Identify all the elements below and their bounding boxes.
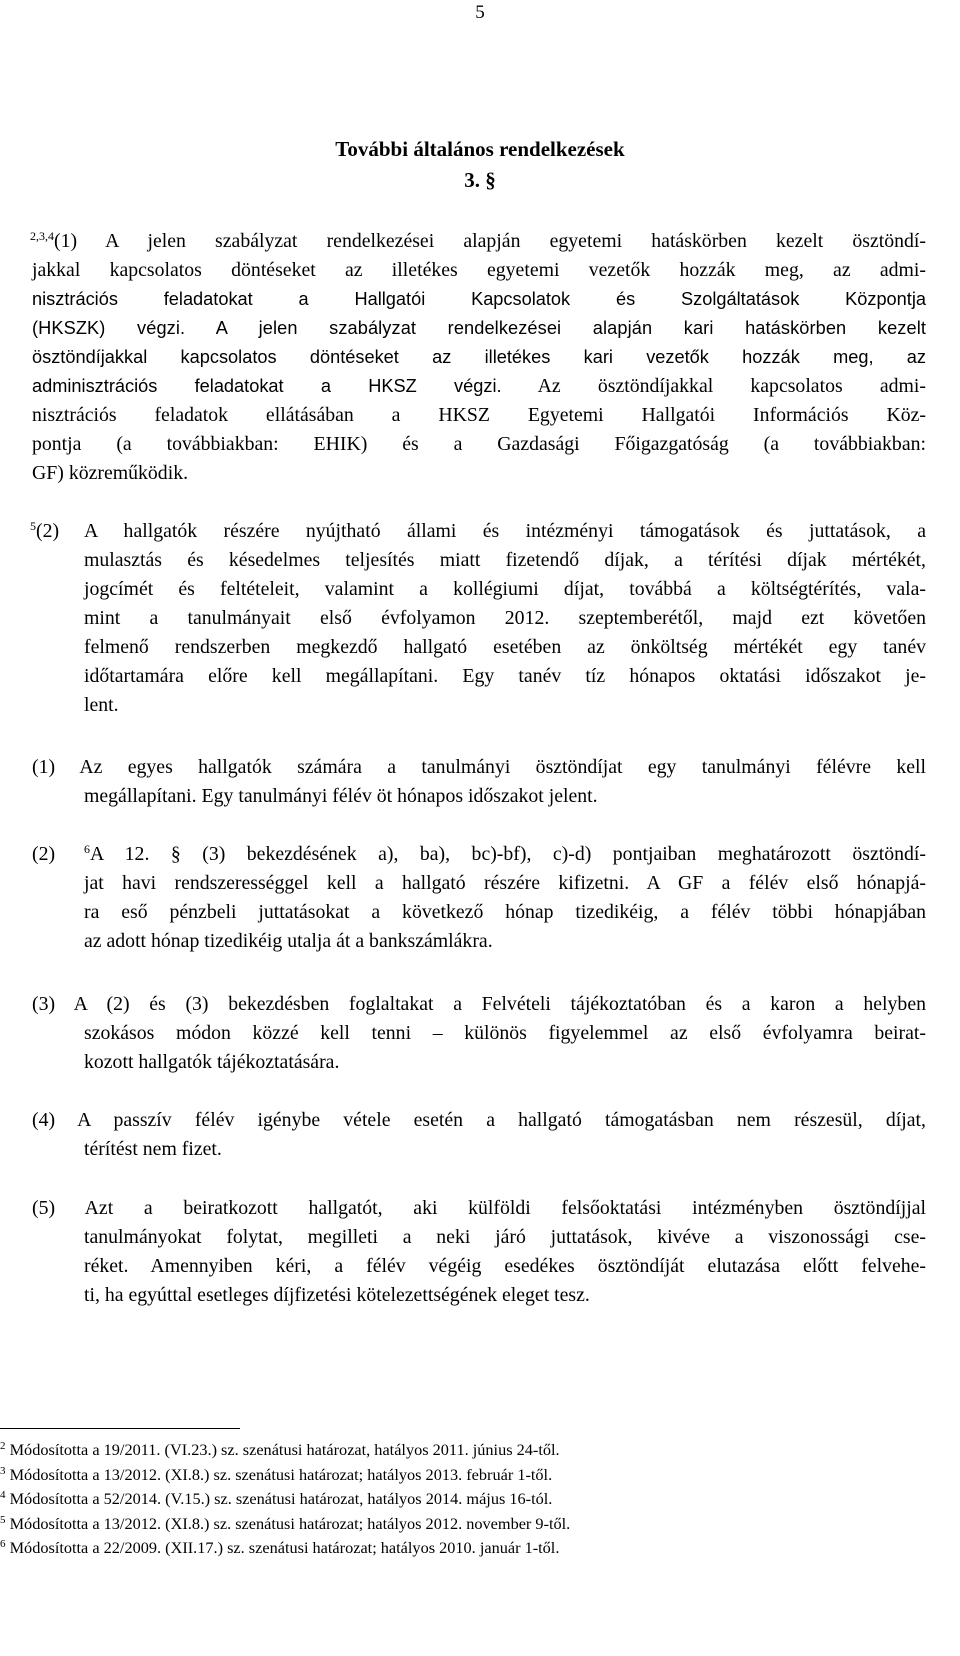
section-number: 3. § bbox=[464, 168, 496, 192]
footnote bbox=[0, 1536, 940, 1561]
footnote-ref-6: 6 bbox=[84, 842, 90, 856]
paragraph-2-line: mint a tanulmányait első évfolyamon 2012. szeptemberétől, majd ezt követően bbox=[84, 607, 926, 629]
footnotes bbox=[0, 1438, 940, 1561]
paragraph-5-line: kozott hallgatók tájékoztatására. bbox=[84, 1051, 340, 1073]
paragraph-2-line: felmenő rendszerben megkezdő hallgató esetében az önköltség mértékét egy tanév bbox=[84, 636, 926, 658]
paragraph-4-line: ra eső pénzbeli juttatásokat a következő hónap tizedikéig, a félév többi hónapjában bbox=[84, 901, 926, 923]
footnote-number: 2 bbox=[0, 1440, 6, 1452]
paragraph-6-line: (4) A passzív félév igénybe vétele esetén a hallgató támogatásban nem részesül, díjat, bbox=[32, 1109, 926, 1131]
footnote bbox=[0, 1463, 940, 1488]
footnote-ref-5: 5 bbox=[30, 519, 36, 533]
paragraph-1-line: pontja (a továbbiakban: EHIK) és a Gazdasági Főigazgatóság (a továbbiakban: bbox=[32, 433, 926, 455]
paragraph-1-line: nisztrációs feladatokat a Hallgatói Kapcsolatok és Szolgáltatások Központja bbox=[32, 289, 926, 309]
footnote-number: 6 bbox=[0, 1538, 6, 1550]
paragraph-5 bbox=[32, 990, 926, 1077]
paragraph-7-line: réket. Amennyiben kéri, a félév végéig esedékes ösztöndíját elutazása előtt felvehe- bbox=[84, 1255, 926, 1277]
paragraph-2-line: A hallgatók részére nyújtható állami és intézményi támogatások és juttatások, a bbox=[84, 520, 926, 542]
footnote bbox=[0, 1512, 940, 1537]
footnote-text: Módosította a 19/2011. (VI.23.) sz. szenátusi határozat, hatályos 2011. június 24-től. bbox=[9, 1440, 560, 1459]
paragraph-4 bbox=[84, 840, 926, 956]
page-number: 5 bbox=[475, 2, 485, 23]
paragraph-2 bbox=[84, 517, 926, 720]
paragraph-2-line: időtartamára előre kell megállapítani. Egy tanév tíz hónapos oktatási időszakot je- bbox=[84, 665, 926, 687]
paragraph-2-line: lent. bbox=[84, 694, 119, 716]
paragraph-2-number bbox=[30, 517, 59, 546]
footnote-divider bbox=[0, 1428, 240, 1429]
footnote bbox=[0, 1487, 940, 1512]
paragraph-2-line: mulasztás és késedelmes teljesítés miatt fizetendő díjak, a térítési díjak mértékét, bbox=[84, 549, 926, 571]
paragraph-5-line: (3) A (2) és (3) bekezdésben foglaltakat a Felvételi tájékoztatóban és a karon a helyben bbox=[32, 993, 926, 1015]
paragraph-3-line: (1) Az egyes hallgatók számára a tanulmányi ösztöndíjat egy tanulmányi félévre kell bbox=[32, 756, 926, 778]
section-heading: További általános rendelkezések bbox=[335, 137, 625, 161]
paragraph-2-label: (2) bbox=[36, 520, 60, 542]
paragraph-1-line: GF) közreműködik. bbox=[32, 462, 189, 484]
paragraph-4-line: az adott hónap tizedikéig utalja át a bankszámlákra. bbox=[84, 930, 493, 952]
footnote-number: 5 bbox=[0, 1513, 6, 1526]
footnote-text: Módosította a 13/2012. (XI.8.) sz. szenátusi határozat; hatályos 2013. február 1-től. bbox=[9, 1464, 553, 1484]
paragraph-1-line: Az ösztöndíjakkal kapcsolatos admi- bbox=[501, 375, 926, 397]
paragraph-1 bbox=[32, 227, 926, 488]
footnote-number: 4 bbox=[0, 1489, 6, 1501]
paragraph-7-line: ti, ha egyúttal esetleges díjfizetési kötelezettségének eleget tesz. bbox=[84, 1284, 590, 1306]
paragraph-6 bbox=[32, 1106, 926, 1164]
paragraph-1-line: ösztöndíjakkal kapcsolatos döntéseket az illetékes kari vezetők hozzák meg, az bbox=[32, 347, 926, 367]
paragraph-2-line: jogcímét és feltételeit, valamint a kollégiumi díjat, továbbá a költségtérítés, vala- bbox=[84, 578, 926, 600]
paragraph-4-line: A 12. § (3) bekezdésének a), ba), bc)-bf), c)-d) pontjaiban meghatározott ösztöndí- bbox=[90, 843, 926, 865]
footnote bbox=[0, 1438, 940, 1463]
paragraph-7 bbox=[32, 1194, 926, 1310]
paragraph-1-line: adminisztrációs feladatokat a HKSZ végzi. bbox=[32, 376, 502, 396]
paragraph-7-line: (5) Azt a beiratkozott hallgatót, aki külföldi felsőoktatási intézményben ösztöndíjjal bbox=[32, 1197, 926, 1219]
footnote-ref-2-3-4: 2,3,4 bbox=[30, 229, 54, 243]
footnote-text: Módosította a 13/2012. (XI.8.) sz. szenátusi határozat; hatályos 2012. november 9-től. bbox=[9, 1513, 571, 1533]
paragraph-1-line: jakkal kapcsolatos döntéseket az illetékes egyetemi vezetők hozzák meg, az admi- bbox=[32, 259, 926, 281]
footnote-number: 3 bbox=[0, 1464, 6, 1477]
paragraph-3-line: megállapítani. Egy tanulmányi félév öt hónapos időszakot jelent. bbox=[84, 785, 598, 807]
footnote-text: Módosította a 22/2009. (XII.17.) sz. szenátusi határozat; hatályos 2010. január 1-től. bbox=[9, 1538, 560, 1557]
paragraph-3 bbox=[32, 753, 926, 811]
paragraph-7-line: tanulmányokat folytat, megilleti a neki járó juttatások, kivéve a viszonossági cse- bbox=[84, 1226, 926, 1248]
footnote-text: Módosította a 52/2014. (V.15.) sz. szenátusi határozat, hatályos 2014. május 16-tól. bbox=[9, 1489, 553, 1508]
paragraph-1-line: nisztrációs feladatok ellátásában a HKSZ Egyetemi Hallgatói Információs Köz- bbox=[32, 404, 926, 426]
paragraph-1-line: (HKSZK) végzi. A jelen szabályzat rendelkezései alapján kari hatáskörben kezelt bbox=[32, 318, 926, 338]
paragraph-6-line: térítést nem fizet. bbox=[84, 1138, 222, 1160]
paragraph-5-line: szokásos módon közzé kell tenni – különös figyelemmel az első évfolyamra beirat- bbox=[84, 1022, 926, 1044]
paragraph-4-number: (2) bbox=[32, 843, 56, 865]
paragraph-4-line: jat havi rendszerességgel kell a hallgató részére kifizetni. A GF a félév első hónapjá- bbox=[84, 872, 926, 894]
paragraph-1-line: (1) A jelen szabályzat rendelkezései alapján egyetemi hatáskörben kezelt ösztöndí- bbox=[54, 230, 926, 252]
